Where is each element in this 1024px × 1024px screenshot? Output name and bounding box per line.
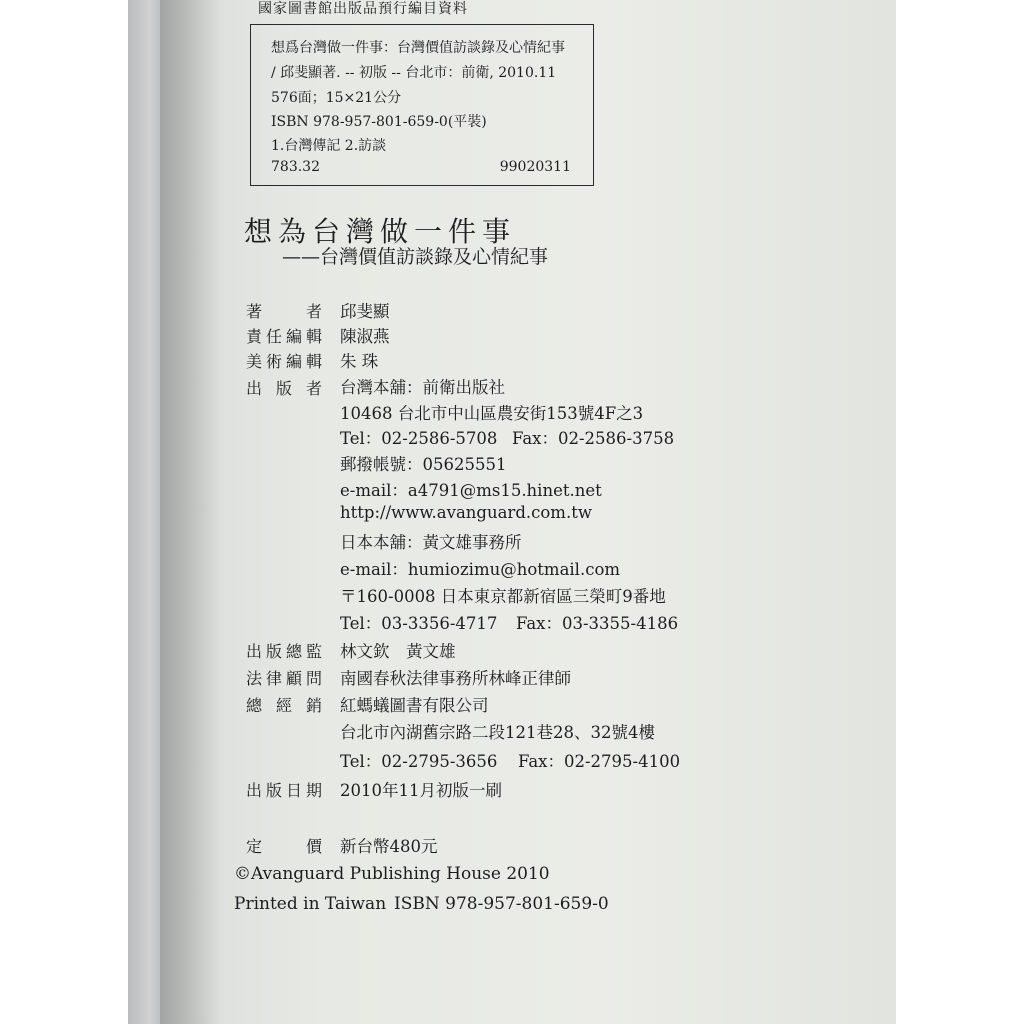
cip-line-isbn: ISBN 978-957-801-659-0(平裝) bbox=[271, 114, 487, 130]
distributor-line: 紅螞蟻圖書有限公司 bbox=[340, 696, 489, 715]
cip-record-number: 99020311 bbox=[499, 159, 571, 175]
distributor-line: Tel：02-2795-3656 bbox=[340, 752, 498, 771]
printed-in: Printed in Taiwan bbox=[234, 894, 387, 914]
distributor-line: 台北市內湖舊宗路二段121巷28、32號4樓 bbox=[340, 723, 655, 742]
distributor-label: 總 經 銷 bbox=[246, 696, 322, 715]
art-editor-value: 朱 珠 bbox=[340, 352, 379, 371]
cip-line-subjects: 1.台灣傳記 2.訪談 bbox=[271, 138, 387, 154]
date-value: 2010年11月初版一刷 bbox=[340, 781, 502, 800]
legal-value: 南國春秋法律事務所林峰正律師 bbox=[340, 669, 571, 688]
art-editor-label: 美術編輯 bbox=[246, 352, 322, 371]
editor-value: 陳淑燕 bbox=[340, 327, 390, 346]
price-label: 定 價 bbox=[246, 837, 322, 856]
director-label: 出版總監 bbox=[246, 642, 322, 661]
copyright-notice: ©Avanguard Publishing House 2010 bbox=[234, 864, 550, 884]
publisher-fax: Fax：03-3355-4186 bbox=[516, 614, 679, 633]
editor-label: 責任編輯 bbox=[246, 327, 322, 346]
cip-heading: 國家圖書館出版品預行編目資料 bbox=[258, 1, 468, 17]
isbn: ISBN 978-957-801-659-0 bbox=[394, 894, 609, 914]
author-label: 著 者 bbox=[246, 302, 322, 321]
publisher-label: 出 版 者 bbox=[246, 379, 322, 398]
background-surface bbox=[896, 0, 1024, 1024]
author-value: 邱斐顯 bbox=[340, 302, 390, 321]
cip-line-author: / 邱斐顯著. -- 初版 -- 台北市：前衛, 2010.11 bbox=[271, 65, 557, 81]
cip-class-number: 783.32 bbox=[271, 159, 320, 175]
publisher-line: 10468 台北市中山區農安街153號4F之3 bbox=[340, 404, 644, 423]
publisher-fax: Fax：02-2586-3758 bbox=[512, 429, 675, 448]
price-value: 新台幣480元 bbox=[340, 837, 438, 856]
publisher-line: http://www.avanguard.com.tw bbox=[340, 503, 592, 522]
distributor-fax: Fax：02-2795-4100 bbox=[518, 752, 681, 771]
publisher-line: e-mail：humiozimu@hotmail.com bbox=[340, 560, 621, 579]
book-subtitle: ——台灣價值訪談錄及心情紀事 bbox=[282, 246, 549, 268]
cip-line-title: 想爲台灣做一件事：台灣價值訪談錄及心情紀事 bbox=[271, 40, 565, 56]
legal-label: 法律顧問 bbox=[246, 669, 322, 688]
date-label: 出版日期 bbox=[246, 781, 322, 800]
publisher-line: 日本本舖：黃文雄事務所 bbox=[340, 533, 522, 552]
publisher-line: 郵撥帳號：05625551 bbox=[340, 455, 507, 474]
publisher-line: 台灣本舖：前衛出版社 bbox=[340, 378, 505, 397]
cip-line-pages: 576面；15×21公分 bbox=[271, 90, 402, 106]
publisher-line: 〒160-0008 日本東京都新宿區三榮町9番地 bbox=[340, 587, 666, 606]
cip-record-box bbox=[250, 24, 594, 186]
book-title: 想為台灣做一件事 bbox=[244, 215, 517, 248]
director-value: 林文欽 黃文雄 bbox=[340, 642, 456, 661]
publisher-line: Tel：02-2586-5708 bbox=[340, 429, 498, 448]
page-gutter-shadow bbox=[160, 0, 220, 1024]
publisher-line: Tel：03-3356-4717 bbox=[340, 614, 498, 633]
publisher-line: e-mail：a4791@ms15.hinet.net bbox=[340, 481, 602, 500]
